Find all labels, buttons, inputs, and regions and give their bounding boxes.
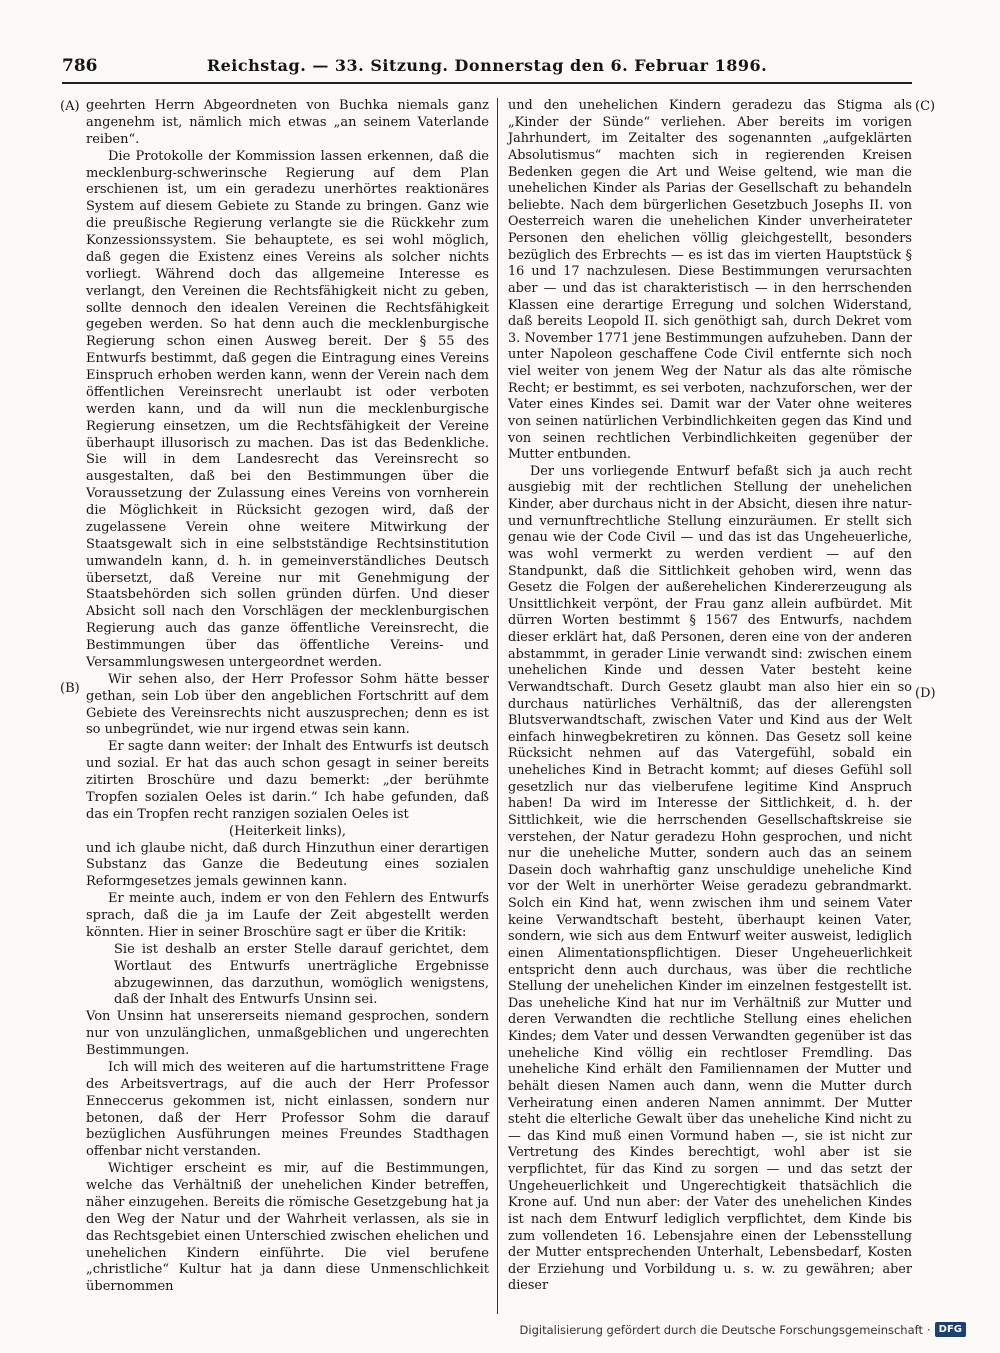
right-column xyxy=(508,98,912,1295)
dfg-logo: DFG xyxy=(935,1322,966,1337)
paragraph: Der uns vorliegende Entwurf befaßt sich ja auch recht ausgiebig mit der rechtlichen Stellung der unehelichen Kinder, aber durchaus nicht in der Absicht, diesen ihre natur- und vernunftrechtliche Stellung einzuräumen. Er stellt sich genau wie der Code Civil — und das ist das Ungeheuerliche, was wohl vermerkt zu werden verdient — auf den Standpunkt, daß die Sittlichkeit gehoben wird, wenn das Gesetz die Folgen der außerehelichen Kindererzeugung als Unsittlichkeit verpönt, der Frau ganz allein aufbürdet. Mit dürren Worten bestimmt § 1567 des Entwurfs, nachdem dieser erklärt hat, daß Personen, deren eine von der anderen abstammmt, in gerader Linie verwandt sind: zwischen einem unehelichen Kinde und dessen Vater besteht keine Verwandtschaft. Durch Gesetz glaubt man also hier ein so durchaus natürliches Verhältniß, das der allerengsten Blutsverwandtschaft, zwischen Vater und Kind aus der Welt einfach hinwegbekretiren zu können. Das Gesetz soll keine Rücksicht nehmen auf das Vatergefühl, sobald ein uneheliches Kind in Betracht kommt; auf dieses Gefühl soll gesetzlich nur das vielberufene legitime Kind Anspruch haben! Da wird im Interesse der Sittlichkeit, d. h. der Sittlichkeit, wie die herrschenden Gesellschaftskreise sie verstehen, der Natur geradezu Hohn gesprochen, und nicht nur die uneheliche Mutter, sondern auch das an seinem Dasein doch wahrhaftig ganz unschuldige uneheliche Kind vor der Welt in unerhörter Weise geradezu gebrandmarkt. Solch ein Kind hat, wenn zwischen ihm und seinem Vater keine Verwandtschaft besteht, überhaupt keinen Vater, sondern, wie sich aus dem Entwurf weiter ausweist, lediglich einen Alimentationspflichtigen. Dieser Ungeheuerlichkeit entspricht denn auch durchaus, was über die rechtliche Stellung der unehelichen Kinder im einzelnen festgestellt ist. Das uneheliche Kind hat nur im Verhältniß zur Mutter und deren Verwandten die rechtliche Stellung eines ehelichen Kindes; dem Vater und dessen Verwandten gegenüber ist das uneheliche Kind völlig ein rechtloser Fremdling. Das uneheliche Kind erhält den Familiennamen der Mutter und behält diesen Namen auch dann, wenn die Mutter durch Verheiratung einen anderen Namen annimmt. Der Mutter steht die elterliche Gewalt über das uneheliche Kind nicht zu — das Kind muß einen Vormund haben —, sie ist nicht zur Vertretung des Kindes berechtigt, wohl aber ist sie verpflichtet, für das Kind zu sorgen — und das setzt der Ungeheuerlichkeit und Ungerechtigkeit thatsächlich die Krone auf. Und nun aber: der Vater des unehelichen Kindes ist nach dem Entwurf lediglich verpflichtet, dem Kinde bis zum vollendeten 16. Lebensjahre einen der Lebensstellung der Mutter entsprechenden Unterhalt, Lebensbedarf, Kosten der Erziehung und Vorbildung u. s. w. zu gewähren; aber dieser xyxy=(508,463,912,1294)
margin-mark-c: (C) xyxy=(915,99,936,114)
block-quote: Sie ist deshalb an erster Stelle darauf gerichtet, dem Wortlaut des Entwurfs unerträgliche Ergebnisse abzugewinnen, das darzuthun, womöglich wenigstens, daß der Inhalt des Entwurfs Unsinn sei. xyxy=(114,941,489,1008)
column-divider xyxy=(497,98,498,1314)
paragraph: Wichtiger erscheint es mir, auf die Bestimmungen, welche das Verhältniß der unehelichen Kinder betreffen, näher einzugehen. Bereits die römische Gesetzgebung hat ja den Weg der Natur und der Wahrheit verlassen, als sie in das Rechtsgebiet einen Unterschied zwischen ehelichen und unehelichen Kindern einführte. Die viel berufene „christliche“ Kultur hat ja dann diese Unmenschlichkeit übernommen xyxy=(86,1161,489,1295)
margin-mark-b: (B) xyxy=(60,681,80,696)
interjection: (Heiterkeit links), xyxy=(229,823,346,839)
footer-separator: · xyxy=(927,1322,931,1337)
paragraph: und den unehelichen Kindern geradezu das Stigma als „Kinder der Sünde“ verliehen. Aber bereits im vorigen Jahrhundert, im Zeitalter des sogenannten „aufgeklärten Absolutismus“ machten sich in regierenden Kreisen Bedenken gegen die Art und Weise geltend, wie man die unehelichen Kinder als Parias der Gesellschaft zu behandeln beliebte. Nach dem bürgerlichen Gesetzbuch Josephs II. von Oesterreich waren die unehelichen Kinder unverheirateter Personen den ehelichen völlig gleichgestellt, besonders bezüglich des Erbrechts — es ist das im vierten Hauptstück § 16 und 17 nachzulesen. Diese Bestimmungen verursachten aber — und das ist charakteristisch — in den herrschenden Klassen eine derartige Erregung und solchen Widerstand, daß bereits Leopold II. sich genöthigt sah, durch Dekret vom 3. November 1771 jene Bestimmungen aufzuheben. Dann der unter Napoleon geschaffene Code Civil entfernte sich noch viel weiter von jenem Weg der Natur als das alte römische Recht; er bestimmt, es sei verboten, nachzuforschen, wer der Vater eines Kindes sei. Damit war der Vater ohne weiteres von seinen natürlichen Verbindlichkeiten gegen das Kind und von seinen rechtlichen Verbindlichkeiten gegenüber der Mutter entbunden. xyxy=(508,98,912,463)
running-title: Reichstag. — 33. Sitzung. Donnerstag den 6. Februar 1896. xyxy=(206,56,768,75)
paragraph: Wir sehen also, der Herr Professor Sohm hätte besser gethan, sein Lob über den angeblichen Fortschritt auf dem Gebiete des Vereinsrechts nicht auszusprechen; denn es ist so unbegründet, wie nur irgend etwas sein kann. xyxy=(86,671,489,738)
paragraph: Ich will mich des weiteren auf die hartumstrittene Frage des Arbeitsvertrags, auf die auch der Herr Professor Enneccerus gekommen ist, nicht einlassen, sondern nur betonen, daß der Herr Professor Sohm die darauf bezüglichen Ausführungen meines Freundes Stadthagen offenbar nicht verstanden. xyxy=(86,1059,489,1160)
left-column xyxy=(86,98,489,1296)
paragraph: geehrten Herrn Abgeordneten von Buchka niemals ganz angenehm ist, nämlich mich etwas „an seinem Vaterlande reiben“. xyxy=(86,98,489,147)
paragraph: Er sagte dann weiter: der Inhalt des Entwurfs ist deutsch und sozial. Er hat das auch schon gesagt in seiner bereits zitirten Broschüre und dazu bemerkt: „der berühmte Tropfen sozialen Oeles ist darin.“ Ich habe gefunden, daß das ein Tropfen recht ranzigen sozialen Oeles ist xyxy=(86,739,489,822)
paragraph: Die Protokolle der Kommission lassen erkennen, daß die mecklenburg-schwerinsche Regierung auf dem Plan erschienen ist, um ein geradezu unerhörtes reaktionäres System auf diesem Gebiete zu Stande zu bringen. Ganz wie die preußische Regierung verlangte sie die Rückkehr zum Konzessionssystem. Sie behauptete, es sei wohl möglich, daß gegen die Existenz eines Vereins als solcher nichts vorliegt. Während doch das allgemeine Interesse es verlangt, den Vereinen die Rechtsfähigkeit nicht zu geben, sollte dennoch den idealen Vereinen die Rechtsfähigkeit gegeben werden. So hat denn auch die mecklenburgische Regierung schon einen Ausweg bereit. Der § 55 des Entwurfs bestimmt, daß gegen die Eintragung eines Vereins Einspruch erhoben werden kann, wenn der Verein nach dem öffentlichen Vereinsrecht unerlaubt ist oder verboten werden kann, und da will nun die mecklenburgische Regierung einsetzen, um die Rechtsfähigkeit der Vereine überhaupt illusorisch zu machen. Das ist das Bedenkliche. Sie will in dem Landesrecht das Vereinsrecht so ausgestalten, daß bei den Bestimmungen über die Voraussetzung der Zulassung eines Vereins von vornherein die Möglichkeit in Rücksicht gezogen wird, daß der zugelassene Verein ohne weitere Mitwirkung der Staatsgewalt sich in eine selbstständige Rechtsinstitution umwandeln kann, d. h. in gemeinverständliches Deutsch übersetzt, daß Vereine nur mit Genehmigung der Staatsbehörden sich sollen gründen dürfen. Und dieser Absicht soll nach den Vorschlägen der mecklenburgischen Regierung auch das ganze öffentliche Vereinsrecht, die Bestimmungen über das öffentliche Vereins- und Versammlungswesen untergeordnet werden. xyxy=(86,148,489,670)
margin-mark-a: (A) xyxy=(60,99,80,114)
paragraph: Er meinte auch, indem er von den Fehlern des Entwurfs sprach, daß die ja im Laufe der Zeit abgestellt werden könnten. Hier in seiner Broschüre sagt er über die Kritik: xyxy=(86,891,489,940)
paragraph: und ich glaube nicht, daß durch Hinzuthun einer derartigen Substanz das Ganze die Bedeutung eines sozialen Reformgesetzes jemals gewinnen kann. xyxy=(86,840,489,890)
page-header xyxy=(62,56,912,84)
paragraph: Von Unsinn hat unsererseits niemand gesprochen, sondern nur von unzulänglichen, unmaßgeblichen und ungerechten Bestimmungen. xyxy=(86,1009,489,1058)
page-footer xyxy=(520,1322,966,1337)
margin-mark-d: (D) xyxy=(915,686,936,701)
footer-credit: Digitalisierung gefördert durch die Deutsche Forschungsgemeinschaft xyxy=(519,1322,923,1337)
page-number: 786 xyxy=(62,56,98,76)
